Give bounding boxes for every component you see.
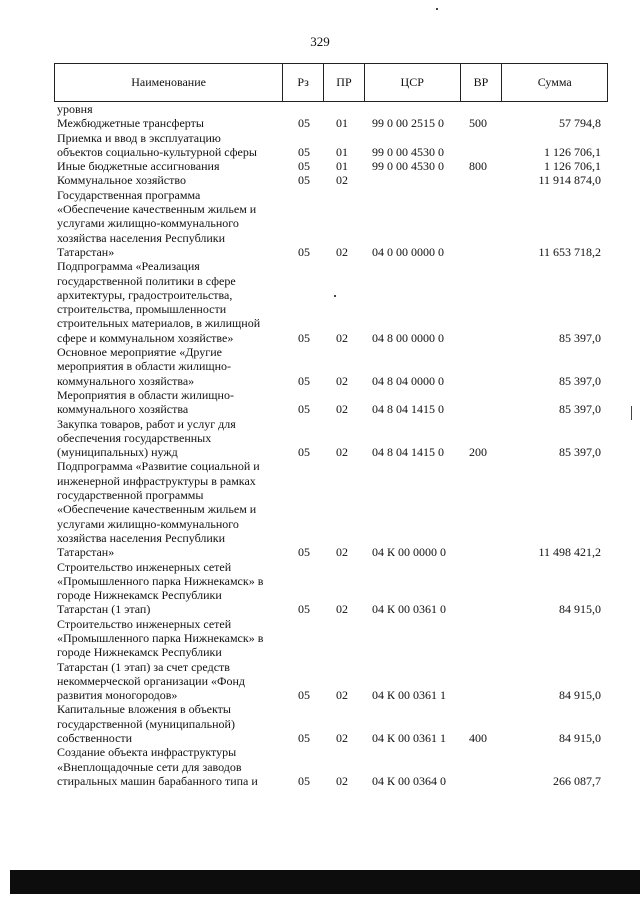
table-row bbox=[0, 345, 640, 388]
table-row bbox=[0, 745, 640, 788]
row-pr: 01 bbox=[336, 116, 348, 131]
header-csr: ЦСР bbox=[365, 64, 461, 101]
row-pr: 01 bbox=[336, 144, 348, 159]
row-name-line: «Внеплощадочные сети для заводов bbox=[57, 759, 242, 774]
row-pr: 02 bbox=[336, 773, 348, 788]
table-row bbox=[0, 159, 640, 173]
row-name-line: Иные бюджетные ассигнования bbox=[57, 159, 220, 174]
row-name bbox=[57, 188, 279, 259]
table-row bbox=[0, 173, 640, 187]
row-rz: 05 bbox=[298, 773, 310, 788]
table-row bbox=[0, 188, 640, 259]
row-csr: 04 8 04 0000 0 bbox=[372, 373, 444, 388]
row-name-line: Государственная программа bbox=[57, 187, 201, 202]
row-rz: 05 bbox=[298, 445, 310, 460]
row-name-line: Межбюджетные трансферты bbox=[57, 116, 204, 131]
row-rz: 05 bbox=[298, 373, 310, 388]
row-vr: 500 bbox=[469, 116, 487, 131]
row-name-line: хозяйства населения Республики bbox=[57, 530, 226, 545]
row-name-line: Приемка и ввод в эксплуатацию bbox=[57, 130, 221, 145]
row-name bbox=[57, 560, 279, 617]
row-name-line: Коммунальное хозяйство bbox=[57, 173, 186, 188]
row-name-line: Подпрограмма «Реализация bbox=[57, 259, 200, 274]
row-csr: 04 0 00 0000 0 bbox=[372, 244, 444, 259]
table-row bbox=[0, 102, 640, 116]
row-name-line: Татарстан (1 этап) за счет средств bbox=[57, 659, 230, 674]
row-rz: 05 bbox=[298, 244, 310, 259]
row-pr: 02 bbox=[336, 402, 348, 417]
row-name-line: Основное мероприятие «Другие bbox=[57, 345, 222, 360]
row-sum: 11 498 421,2 bbox=[538, 545, 601, 560]
row-sum: 84 915,0 bbox=[559, 731, 601, 746]
row-name-line: «Обеспечение качественным жильем и bbox=[57, 202, 257, 217]
table-row bbox=[0, 259, 640, 345]
scan-speck bbox=[631, 406, 632, 420]
row-sum: 84 915,0 bbox=[559, 602, 601, 617]
row-pr: 02 bbox=[336, 731, 348, 746]
row-name-line: «Промышленного парка Нижнекамск» в bbox=[57, 630, 264, 645]
row-csr: 04 К 00 0361 1 bbox=[372, 688, 447, 703]
header-rz: Рз bbox=[283, 64, 324, 101]
row-name bbox=[57, 116, 279, 130]
row-vr: 800 bbox=[469, 159, 487, 174]
row-name-line: объектов социально-культурной сферы bbox=[57, 144, 257, 159]
row-name-line: услугами жилищно-коммунального bbox=[57, 516, 239, 531]
header-vr: ВР bbox=[461, 64, 503, 101]
scan-bottom-border bbox=[10, 870, 640, 894]
table-row bbox=[0, 131, 640, 160]
scan-speck bbox=[334, 295, 336, 297]
row-name-line: услугами жилищно-коммунального bbox=[57, 216, 239, 231]
row-name-line: коммунального хозяйства bbox=[57, 402, 189, 417]
row-name bbox=[57, 259, 279, 345]
row-rz: 05 bbox=[298, 173, 310, 188]
row-name-line: строительных материалов, в жилищной bbox=[57, 316, 261, 331]
row-sum: 85 397,0 bbox=[559, 373, 601, 388]
table-row bbox=[0, 702, 640, 745]
row-csr: 99 0 00 4530 0 bbox=[372, 144, 444, 159]
row-name-line: уровня bbox=[57, 102, 93, 116]
row-rz: 05 bbox=[298, 731, 310, 746]
row-rz: 05 bbox=[298, 402, 310, 417]
row-name-line: обеспечения государственных bbox=[57, 430, 212, 445]
row-name-line: инженерной инфраструктуры в рамках bbox=[57, 473, 256, 488]
row-pr: 02 bbox=[336, 373, 348, 388]
row-name-line: развития моногородов» bbox=[57, 688, 178, 703]
table-body bbox=[0, 102, 640, 788]
row-csr: 04 8 04 1415 0 bbox=[372, 402, 444, 417]
row-name-line: архитектуры, градостроительства, bbox=[57, 287, 233, 302]
row-name-line: Создание объекта инфраструктуры bbox=[57, 745, 237, 760]
row-name-line: строительства, промышленности bbox=[57, 302, 227, 317]
header-sum: Сумма bbox=[537, 75, 572, 89]
row-name-line: мероприятия в области жилищно- bbox=[57, 359, 232, 374]
row-sum: 85 397,0 bbox=[559, 445, 601, 460]
row-name bbox=[57, 745, 279, 788]
row-rz: 05 bbox=[298, 116, 310, 131]
row-name-line: коммунального хозяйства» bbox=[57, 373, 195, 388]
table-row bbox=[0, 417, 640, 460]
header-name: Наименование bbox=[55, 64, 283, 101]
row-rz: 05 bbox=[298, 688, 310, 703]
row-name bbox=[57, 702, 279, 745]
row-csr: 04 К 00 0361 0 bbox=[372, 602, 447, 617]
row-name-line: Строительство инженерных сетей bbox=[57, 616, 232, 631]
row-sum: 57 794,8 bbox=[559, 116, 601, 131]
row-sum: 85 397,0 bbox=[559, 330, 601, 345]
row-csr: 99 0 00 2515 0 bbox=[372, 116, 444, 131]
row-name-line: «Промышленного парка Нижнекамск» в bbox=[57, 573, 264, 588]
row-pr: 02 bbox=[336, 445, 348, 460]
row-csr: 04 К 00 0361 1 bbox=[372, 731, 447, 746]
row-csr: 04 8 00 0000 0 bbox=[372, 330, 444, 345]
row-name-line: некоммерческой организации «Фонд bbox=[57, 673, 246, 688]
row-name-line: Строительство инженерных сетей bbox=[57, 559, 232, 574]
table-header bbox=[54, 63, 608, 102]
table-row bbox=[0, 459, 640, 559]
row-name-line: сфере и коммунальном хозяйстве» bbox=[57, 330, 234, 345]
row-sum: 1 126 706,1 bbox=[544, 144, 601, 159]
table-row bbox=[0, 560, 640, 617]
row-name-line: Закупка товаров, работ и услуг для bbox=[57, 416, 236, 431]
row-sum: 11 914 874,0 bbox=[538, 173, 601, 188]
row-name-line: хозяйства населения Республики bbox=[57, 230, 226, 245]
row-pr: 02 bbox=[336, 545, 348, 560]
row-rz: 05 bbox=[298, 545, 310, 560]
table-row bbox=[0, 116, 640, 130]
row-sum: 1 126 706,1 bbox=[544, 159, 601, 174]
row-rz: 05 bbox=[298, 330, 310, 345]
scan-speck bbox=[436, 8, 438, 10]
row-sum: 84 915,0 bbox=[559, 688, 601, 703]
header-pr: ПР bbox=[324, 64, 365, 101]
row-name bbox=[57, 345, 279, 388]
row-name-line: (муниципальных) нужд bbox=[57, 445, 178, 460]
row-csr: 04 К 00 0000 0 bbox=[372, 545, 447, 560]
row-name bbox=[57, 102, 279, 116]
row-name-line: Мероприятия в области жилищно- bbox=[57, 387, 234, 402]
row-name-line: «Обеспечение качественным жильем и bbox=[57, 502, 257, 517]
row-name-line: Татарстан» bbox=[57, 244, 115, 259]
row-name-line: стиральных машин барабанного типа и bbox=[57, 773, 258, 788]
table-row bbox=[0, 617, 640, 703]
row-pr: 02 bbox=[336, 330, 348, 345]
row-name bbox=[57, 459, 279, 559]
row-name-line: городе Нижнекамск Республики bbox=[57, 645, 222, 660]
row-csr: 04 8 04 1415 0 bbox=[372, 445, 444, 460]
row-name-line: Татарстан (1 этап) bbox=[57, 602, 151, 617]
page-number: 329 bbox=[310, 34, 330, 49]
row-name-line: Подпрограмма «Развитие социальной и bbox=[57, 459, 260, 474]
row-name-line: собственности bbox=[57, 731, 133, 746]
row-name-line: государственной (муниципальной) bbox=[57, 716, 235, 731]
row-sum: 85 397,0 bbox=[559, 402, 601, 417]
row-pr: 01 bbox=[336, 159, 348, 174]
row-pr: 02 bbox=[336, 244, 348, 259]
row-name-line: городе Нижнекамск Республики bbox=[57, 588, 222, 603]
row-vr: 400 bbox=[469, 731, 487, 746]
row-pr: 02 bbox=[336, 688, 348, 703]
row-pr: 02 bbox=[336, 602, 348, 617]
table-row bbox=[0, 388, 640, 417]
row-csr: 04 К 00 0364 0 bbox=[372, 773, 447, 788]
row-sum: 266 087,7 bbox=[553, 773, 601, 788]
row-name bbox=[57, 159, 279, 173]
row-name-line: Капитальные вложения в объекты bbox=[57, 702, 231, 717]
row-name bbox=[57, 417, 279, 460]
row-name bbox=[57, 388, 279, 417]
row-name bbox=[57, 131, 279, 160]
row-name bbox=[57, 173, 279, 187]
row-vr: 200 bbox=[469, 445, 487, 460]
row-sum: 11 653 718,2 bbox=[538, 244, 601, 259]
row-name bbox=[57, 617, 279, 703]
row-name-line: государственной программы bbox=[57, 488, 204, 503]
row-name-line: Татарстан» bbox=[57, 545, 115, 560]
row-rz: 05 bbox=[298, 602, 310, 617]
row-rz: 05 bbox=[298, 159, 310, 174]
row-name-line: государственной политики в сфере bbox=[57, 273, 236, 288]
row-pr: 02 bbox=[336, 173, 348, 188]
row-csr: 99 0 00 4530 0 bbox=[372, 159, 444, 174]
row-rz: 05 bbox=[298, 144, 310, 159]
